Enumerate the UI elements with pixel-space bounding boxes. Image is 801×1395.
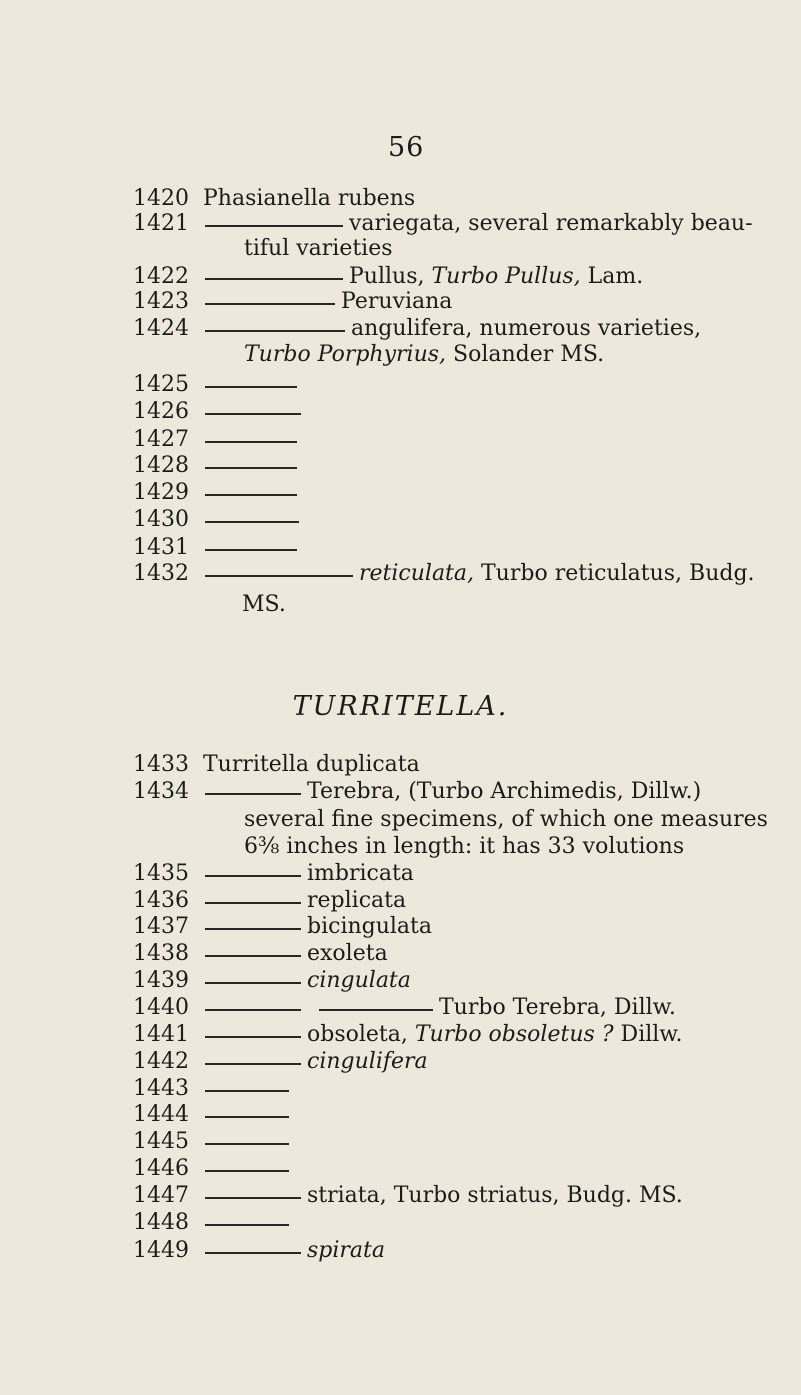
entry-number: 1433 [133, 752, 189, 777]
species-name: replicata [307, 888, 407, 913]
entry-number: 1434 [133, 779, 189, 804]
continuation-text: tiful varieties [244, 236, 393, 261]
entry-number: 1420 [133, 186, 189, 211]
entry-number: 1426 [133, 399, 189, 424]
entry-number: 1425 [133, 372, 189, 397]
species-name: variegata, [349, 211, 462, 236]
entry-number: 1437 [133, 914, 189, 939]
entry-number: 1421 [133, 211, 189, 236]
ditto-dash [205, 225, 343, 227]
ditto-dash [205, 1116, 289, 1118]
ditto-dash [205, 549, 297, 551]
entry-number: 1438 [133, 941, 189, 966]
page-number: 56 [388, 132, 425, 163]
species-name: spirata [307, 1238, 385, 1263]
entry-number: 1449 [133, 1238, 189, 1263]
ditto-dash [205, 875, 301, 877]
species-name: striata, [307, 1183, 387, 1208]
ditto-dash [205, 278, 343, 280]
entry-description: Turbo Terebra, Dillw. [439, 995, 676, 1020]
species-name: reticulata, [359, 561, 475, 586]
entry-number: 1442 [133, 1049, 189, 1074]
ditto-dash [205, 441, 297, 443]
entry-number: 1443 [133, 1076, 189, 1101]
ditto-dash [205, 1224, 289, 1226]
species-name: cingulifera [307, 1049, 428, 1074]
entry-number: 1445 [133, 1129, 189, 1154]
ditto-dash [205, 928, 301, 930]
entry-number: 1431 [133, 535, 189, 560]
entry-description: numerous varieties, [472, 316, 702, 341]
synonym-italic: Turbo Pullus, [431, 264, 581, 289]
species-name: Pullus, [349, 264, 425, 289]
continuation-text: MS. [242, 592, 286, 617]
entry-number: 1430 [133, 507, 189, 532]
entry-description: (Turbo Archimedis, Dillw.) [401, 779, 702, 804]
ditto-dash [205, 1197, 301, 1199]
entry-description: Turbo striatus, Budg. MS. [386, 1183, 683, 1208]
entry-number: 1441 [133, 1022, 189, 1047]
entry-number: 1447 [133, 1183, 189, 1208]
ditto-dash [205, 982, 301, 984]
ditto-dash [205, 1252, 301, 1254]
species-name: imbricata [307, 861, 414, 886]
entry-number: 1428 [133, 453, 189, 478]
species-name: cingulata [307, 968, 411, 993]
ditto-dash [205, 955, 301, 957]
entry-description: Lam. [580, 264, 644, 289]
entry-number: 1422 [133, 264, 189, 289]
species-name: angulifera, [351, 316, 473, 341]
ditto-dash [205, 1143, 289, 1145]
synonym-italic: Turbo Porphyrius, [244, 342, 447, 367]
entry-number: 1424 [133, 316, 189, 341]
entry-description: Dillw. [613, 1022, 683, 1047]
ditto-dash [205, 1170, 289, 1172]
ditto-dash [205, 521, 299, 523]
synonym-italic: Turbo obsoletus ? [414, 1022, 614, 1047]
continuation-text: 6⅜ inches in length: it has 33 volutions [244, 834, 685, 859]
entry-number: 1427 [133, 427, 189, 452]
entry-number: 1446 [133, 1156, 189, 1181]
ditto-dash [205, 1036, 301, 1038]
entry-number: 1444 [133, 1102, 189, 1127]
ditto-dash [319, 1009, 433, 1011]
ditto-dash [205, 575, 353, 577]
ditto-dash [205, 330, 345, 332]
ditto-dash [205, 793, 301, 795]
entry-text: Phasianella rubens [203, 186, 416, 211]
ditto-dash [205, 386, 297, 388]
entry-number: 1440 [133, 995, 189, 1020]
entry-number: 1436 [133, 888, 189, 913]
ditto-dash [205, 303, 335, 305]
entry-description: Turbo reticulatus, Budg. [474, 561, 755, 586]
species-name: bicingulata [307, 914, 433, 939]
species-name: obsoleta, [307, 1022, 408, 1047]
species-name: exoleta [307, 941, 388, 966]
entry-text: Turritella duplicata [203, 752, 420, 777]
ditto-dash [205, 1063, 301, 1065]
ditto-dash [205, 1009, 301, 1011]
ditto-dash [205, 902, 301, 904]
entry-number: 1448 [133, 1210, 189, 1235]
entry-number: 1429 [133, 480, 189, 505]
entry-number: 1435 [133, 861, 189, 886]
entry-number: 1432 [133, 561, 189, 586]
ditto-dash [205, 1090, 289, 1092]
entry-number: 1423 [133, 289, 189, 314]
section-heading: TURRITELLA. [292, 691, 509, 722]
continuation-text: several fine specimens, of which one measures [244, 807, 768, 832]
continuation-text: Solander MS. [446, 342, 605, 367]
entry-number: 1439 [133, 968, 189, 993]
species-name: Terebra, [307, 779, 402, 804]
species-name: Peruviana [341, 289, 453, 314]
ditto-dash [205, 467, 297, 469]
ditto-dash [205, 413, 301, 415]
entry-description: several remarkably beau- [461, 211, 753, 236]
ditto-dash [205, 494, 297, 496]
